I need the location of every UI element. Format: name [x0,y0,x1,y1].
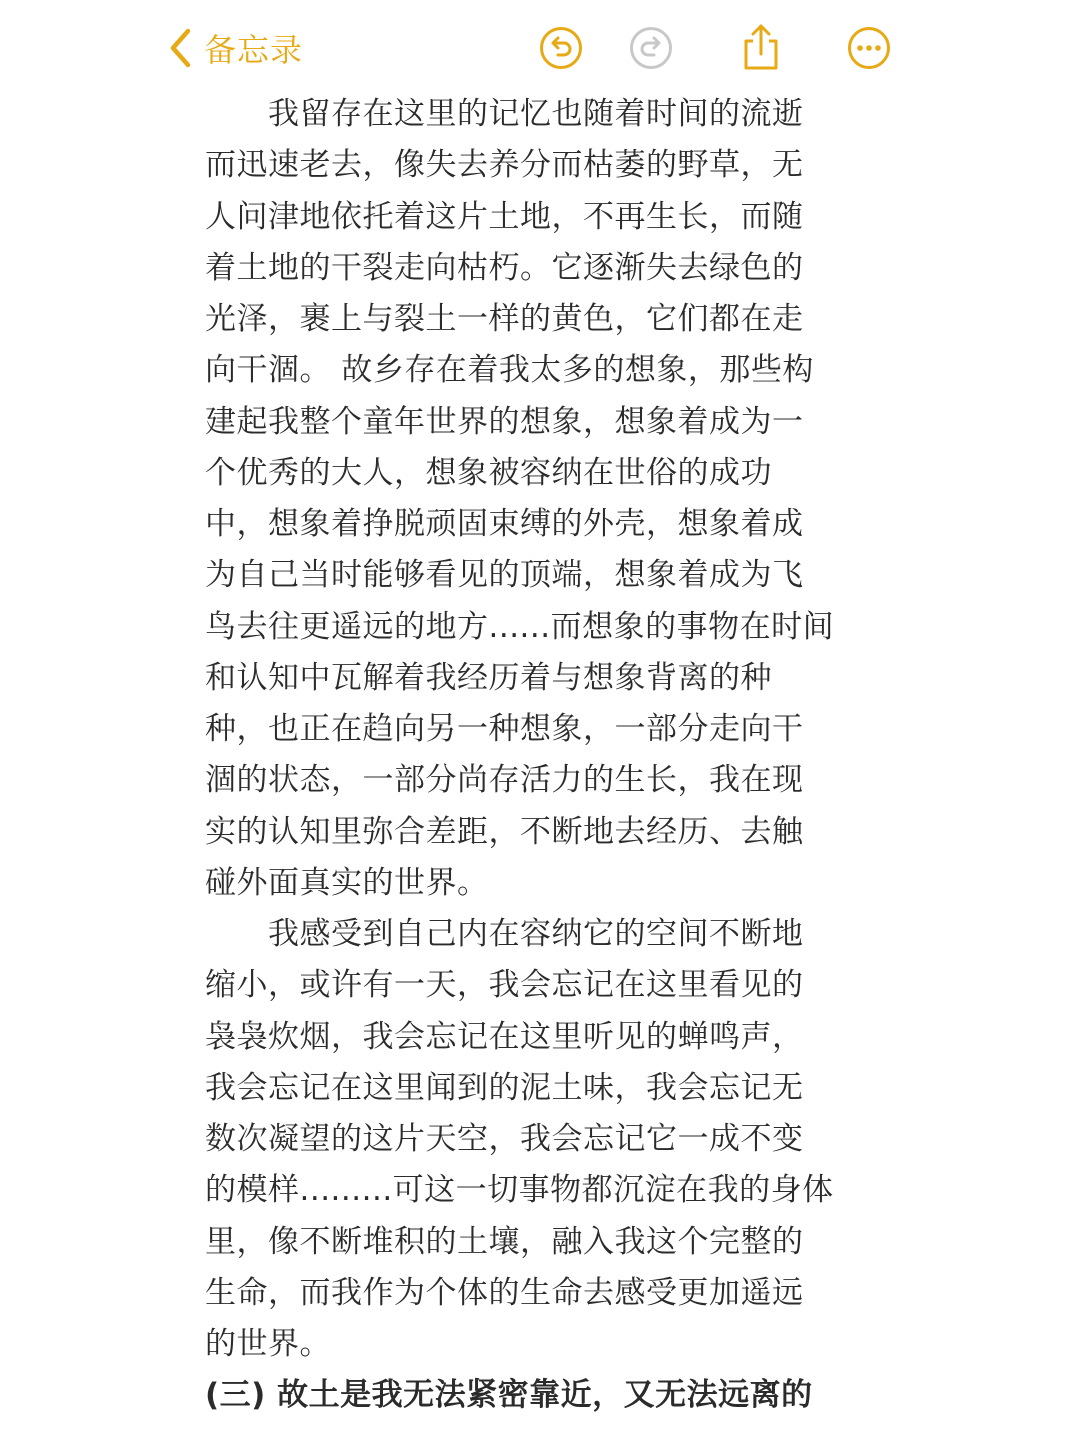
note-line: 中，想象着挣脱顽固束缚的外壳，想象着成 [205,506,804,542]
note-line: 涸的状态，一部分尚存活力的生长，我在现 [205,762,804,799]
note-line: 碰外面真实的世界。 [205,864,489,901]
note-line: 而迅速老去，像失去养分而枯萎的野草，无 [205,147,804,184]
back-button[interactable] [168,22,303,74]
note-line: 数次凝望的这片天空，我会忘记它一成不变 [205,1121,804,1157]
note-line: 建起我整个童年世界的想象，想象着成为一 [205,403,804,440]
note-line: 我留存在这里的记忆也随着时间的流逝 [205,96,804,132]
note-line: 我感受到自己内在容纳它的空间不断地 [205,916,804,952]
section-heading: (三) 故土是我无法紧密靠近，又无法远离的 [205,1377,813,1414]
chevron-left-icon [168,26,194,70]
note-line: 鸟去往更遥远的地方......而想象的事物在时间 [205,608,835,645]
share-icon[interactable] [739,22,783,72]
note-line: 向干涸。 故乡存在着我太多的想象，那些构 [205,352,814,389]
note-line: 种，也正在趋向另一种想象，一部分走向干 [205,711,804,747]
note-line: 我会忘记在这里闻到的泥土味，我会忘记无 [205,1069,804,1106]
note-line: 实的认知里弥合差距，不断地去经历、去触 [205,813,804,850]
undo-icon[interactable] [539,26,583,70]
note-line: 光泽，裹上与裂土一样的黄色，它们都在走 [205,301,804,337]
note-line: 和认知中瓦解着我经历着与想象背离的种 [205,659,772,696]
note-line: 个优秀的大人，想象被容纳在世俗的成功 [205,454,772,491]
note-line: 的世界。 [205,1326,331,1362]
note-line: 袅袅炊烟，我会忘记在这里听见的蝉鸣声， [205,1018,804,1055]
note-body[interactable] [205,89,870,1422]
note-line: 缩小，或许有一天，我会忘记在这里看见的 [205,967,804,1004]
redo-icon[interactable] [629,26,673,70]
back-label: 备忘录 [204,31,304,69]
note-line: 人问津地依托着这片土地，不再生长，而随 [205,198,804,235]
note-line: 着土地的干裂走向枯朽。它逐渐失去绿色的 [205,249,804,286]
note-line: 的模样.........可这一切事物都沉淀在我的身体 [205,1172,834,1209]
more-icon[interactable] [847,26,891,70]
note-line: 生命，而我作为个体的生命去感受更加遥远 [205,1274,804,1311]
note-line: 里，像不断堆积的土壤，融入我这个完整的 [205,1223,804,1260]
navigation-bar [0,0,1080,98]
note-line: 为自己当时能够看见的顶端，想象着成为飞 [205,557,804,594]
